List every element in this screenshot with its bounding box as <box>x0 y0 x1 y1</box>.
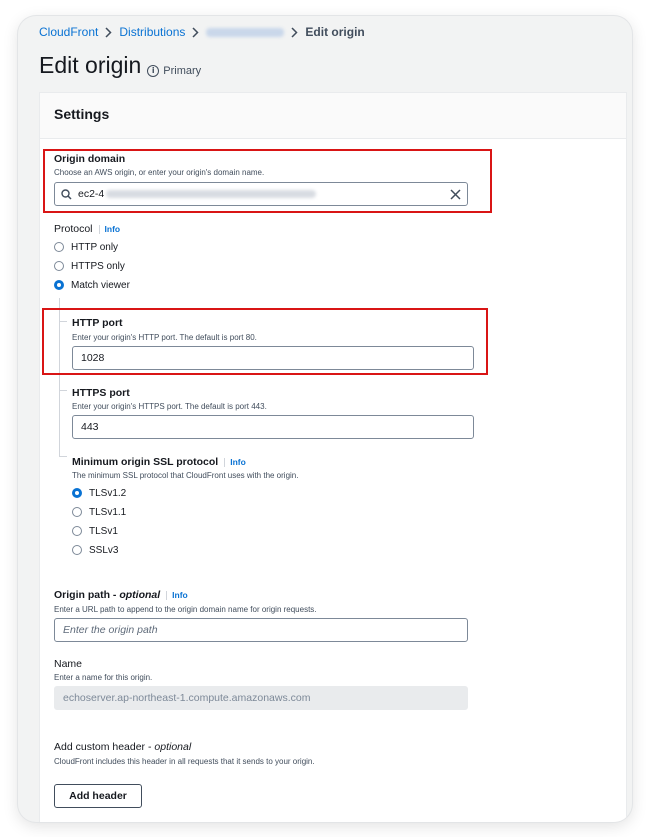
tree-connector <box>59 390 67 391</box>
breadcrumb-distributions-link[interactable]: Distributions <box>119 25 186 39</box>
https-port-label: HTTPS port <box>72 387 130 399</box>
radio-label: SSLv3 <box>89 544 119 556</box>
origin-path-info-link[interactable]: Info <box>172 590 188 600</box>
origin-path-label: Origin path - <box>54 589 120 601</box>
origin-path-description: Enter a URL path to append to the origin domain name for origin requests. <box>54 605 317 614</box>
https-port-input[interactable]: 443 <box>72 415 474 439</box>
http-port-input[interactable]: 1028 <box>72 346 474 370</box>
http-port-description: Enter your origin's HTTP port. The default is port 80. <box>72 333 257 342</box>
radio-label: HTTPS only <box>71 260 125 272</box>
protocol-match-viewer-radio[interactable] <box>54 278 130 292</box>
name-label: Name <box>54 658 83 670</box>
settings-panel-header <box>40 93 626 139</box>
radio-label: Match viewer <box>71 279 130 291</box>
ssl-info-link[interactable]: Info <box>230 457 246 467</box>
radio-label: TLSv1.1 <box>89 506 127 518</box>
http-port-label: HTTP port <box>72 317 123 329</box>
radio-button[interactable] <box>72 526 82 536</box>
origin-path-label-row <box>54 589 188 601</box>
custom-header-description: CloudFront includes this header in all requests that it sends to your origin. <box>54 757 315 766</box>
https-port-description: Enter your origin's HTTPS port. The default is port 443. <box>72 402 267 411</box>
protocol-info-link[interactable]: Info <box>104 224 121 234</box>
divider <box>99 225 100 234</box>
protocol-label-row <box>54 223 120 235</box>
optional-text: optional <box>154 741 192 753</box>
protocol-https-only-radio[interactable] <box>54 259 125 273</box>
page-title: Edit origin <box>39 52 142 78</box>
ssl-tlsv1-radio[interactable] <box>72 524 118 538</box>
radio-label: TLSv1.2 <box>89 487 127 499</box>
breadcrumb-cloudfront-link[interactable]: CloudFront <box>39 25 99 39</box>
ssl-tlsv1-2-radio[interactable] <box>72 486 126 500</box>
radio-button[interactable] <box>72 507 82 517</box>
origin-domain-value: ec2-4 <box>78 188 105 200</box>
origin-domain-label: Origin domain <box>54 153 126 165</box>
breadcrumb-distribution-id-redacted[interactable] <box>206 28 284 37</box>
tree-connector <box>59 456 67 457</box>
app-window <box>18 16 632 822</box>
radio-button-selected[interactable] <box>72 488 82 498</box>
radio-button[interactable] <box>54 242 64 252</box>
settings-title: Settings <box>54 106 110 122</box>
origin-domain-description: Choose an AWS origin, or enter your origin's domain name. <box>54 168 265 177</box>
ssl-label: Minimum origin SSL protocol <box>72 456 219 468</box>
primary-tag <box>147 65 201 77</box>
chevron-right-icon <box>105 27 112 38</box>
name-input: echoserver.ap-northeast-1.compute.amazonaws.com <box>54 686 468 710</box>
ssl-label-row <box>72 456 246 468</box>
breadcrumb-current: Edit origin <box>305 25 365 39</box>
ssl-tlsv1-1-radio[interactable] <box>72 505 126 519</box>
name-description: Enter a name for this origin. <box>54 673 153 682</box>
chevron-right-icon <box>291 27 298 38</box>
optional-text: optional <box>119 589 161 601</box>
protocol-label: Protocol <box>54 223 93 235</box>
divider <box>224 458 225 467</box>
page-header <box>39 52 201 79</box>
chevron-right-icon <box>192 27 199 38</box>
custom-header-label-row <box>54 741 191 753</box>
origin-path-input[interactable]: Enter the origin path <box>54 618 468 642</box>
http-port-highlight <box>42 308 488 375</box>
radio-label: HTTP only <box>71 241 119 253</box>
ssl-description: The minimum SSL protocol that CloudFront uses with the origin. <box>72 471 299 480</box>
radio-button-selected[interactable] <box>54 280 64 290</box>
protocol-http-only-radio[interactable] <box>54 240 118 254</box>
radio-label: TLSv1 <box>89 525 118 537</box>
divider <box>166 591 167 600</box>
settings-panel <box>39 92 627 822</box>
add-header-button[interactable]: Add header <box>54 784 142 808</box>
primary-tag-label: Primary <box>163 64 202 77</box>
custom-header-label: Add custom header - <box>54 741 155 753</box>
breadcrumb <box>39 22 365 42</box>
info-icon: i <box>147 65 159 77</box>
origin-domain-highlight <box>43 149 492 213</box>
radio-button[interactable] <box>72 545 82 555</box>
ssl-sslv3-radio[interactable] <box>72 543 118 557</box>
radio-button[interactable] <box>54 261 64 271</box>
